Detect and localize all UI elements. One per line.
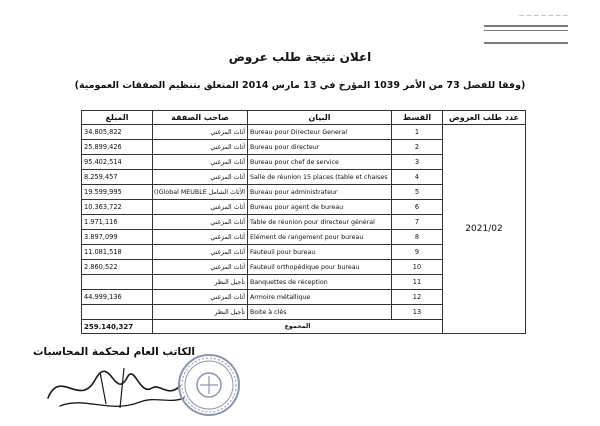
lot-cell: 10 xyxy=(392,260,443,275)
amount-cell: 44.999,136 xyxy=(82,290,153,305)
owner-cell: أثاث المزغني xyxy=(153,245,248,260)
logo-rule-top xyxy=(484,25,568,27)
results-table xyxy=(81,110,526,334)
amount-cell: 34.805,822 xyxy=(82,125,153,140)
description-cell: Banquettes de réception xyxy=(248,275,392,290)
logo-caption: — — — — — — — xyxy=(519,13,568,19)
col-count-header: عدد طلب العروض xyxy=(443,111,526,125)
owner-cell: أثاث المزغني xyxy=(153,125,248,140)
owner-cell: أثاث المزغني xyxy=(153,215,248,230)
description-cell: Boite à clés xyxy=(248,305,392,320)
owner-cell: أثاث المزغني xyxy=(153,140,248,155)
description-cell: Fauteuil pour bureau xyxy=(248,245,392,260)
amount-cell: 10.363,722 xyxy=(82,200,153,215)
col-amount-header: المبلغ xyxy=(82,111,153,125)
lot-cell: 1 xyxy=(392,125,443,140)
amount-cell: 19.599,995 xyxy=(82,185,153,200)
owner-cell: تأجيل النظر xyxy=(153,275,248,290)
amount-cell: 8.259,457 xyxy=(82,170,153,185)
amount-cell xyxy=(82,275,153,290)
signer-title: الكاتب العام لمحكمة المحاسبات xyxy=(33,346,195,358)
owner-cell: أثاث المزغني xyxy=(153,290,248,305)
col-lot-header: القسط xyxy=(392,111,443,125)
table-row xyxy=(82,125,526,140)
logo-rule-mid xyxy=(484,30,568,31)
owner-cell: أثاث المزغني xyxy=(153,230,248,245)
announcement-title: اعلان نتيجة طلب عروض xyxy=(228,50,372,64)
description-cell: Fauteuil orthopédique pour bureau xyxy=(248,260,392,275)
lot-cell: 12 xyxy=(392,290,443,305)
col-owner-header: صاحب الصفقة xyxy=(153,111,248,125)
lot-cell: 2 xyxy=(392,140,443,155)
table-header-row xyxy=(82,111,526,125)
lot-cell: 3 xyxy=(392,155,443,170)
lot-cell: 6 xyxy=(392,200,443,215)
lot-cell: 8 xyxy=(392,230,443,245)
amount-cell: 2.860,522 xyxy=(82,260,153,275)
court-logo xyxy=(484,8,568,48)
total-label: المجموع xyxy=(153,320,443,334)
description-cell: Armoire métallique xyxy=(248,290,392,305)
description-cell: Salle de réunion 15 places (table et chaises xyxy=(248,170,392,185)
request-number-cell: 2021/02 xyxy=(443,125,526,334)
lot-cell: 7 xyxy=(392,215,443,230)
legal-reference: (وفقا للفصل 73 من الأمر 1039 المؤرخ في 13 مارس 2014 المتعلق بتنظيم الصفقات العمومية) xyxy=(74,80,526,91)
amount-cell: 1.971,116 xyxy=(82,215,153,230)
owner-cell: أثاث المزغني xyxy=(153,260,248,275)
owner-cell: الأثاث الشامل Global MEUBLE)) xyxy=(153,185,248,200)
owner-cell: أثاث المزغني xyxy=(153,170,248,185)
col-desc-header: البيان xyxy=(248,111,392,125)
owner-cell: تأجيل النظر xyxy=(153,305,248,320)
lot-cell: 4 xyxy=(392,170,443,185)
amount-cell: 3.897,099 xyxy=(82,230,153,245)
official-seal xyxy=(176,352,242,418)
owner-cell: أثاث المزغني xyxy=(153,155,248,170)
amount-cell: 95.402,514 xyxy=(82,155,153,170)
amount-cell xyxy=(82,305,153,320)
description-cell: Table de réunion pour directeur général xyxy=(248,215,392,230)
description-cell: Bureau pour Directeur General xyxy=(248,125,392,140)
description-cell: Bureau pour administrateur xyxy=(248,185,392,200)
lot-cell: 9 xyxy=(392,245,443,260)
amount-cell: 25.899,426 xyxy=(82,140,153,155)
total-amount: 259.140,327 xyxy=(82,320,153,334)
description-cell: Elément de rangement pour bureau xyxy=(248,230,392,245)
description-cell: Bureau pour agent de bureau xyxy=(248,200,392,215)
amount-cell: 11.081,518 xyxy=(82,245,153,260)
handwritten-signature xyxy=(40,358,190,418)
lot-cell: 5 xyxy=(392,185,443,200)
logo-rule-bottom xyxy=(484,42,568,44)
description-cell: Bureau pour directeur xyxy=(248,140,392,155)
description-cell: Bureau pour chef de service xyxy=(248,155,392,170)
lot-cell: 11 xyxy=(392,275,443,290)
lot-cell: 13 xyxy=(392,305,443,320)
owner-cell: أثاث المزغني xyxy=(153,200,248,215)
